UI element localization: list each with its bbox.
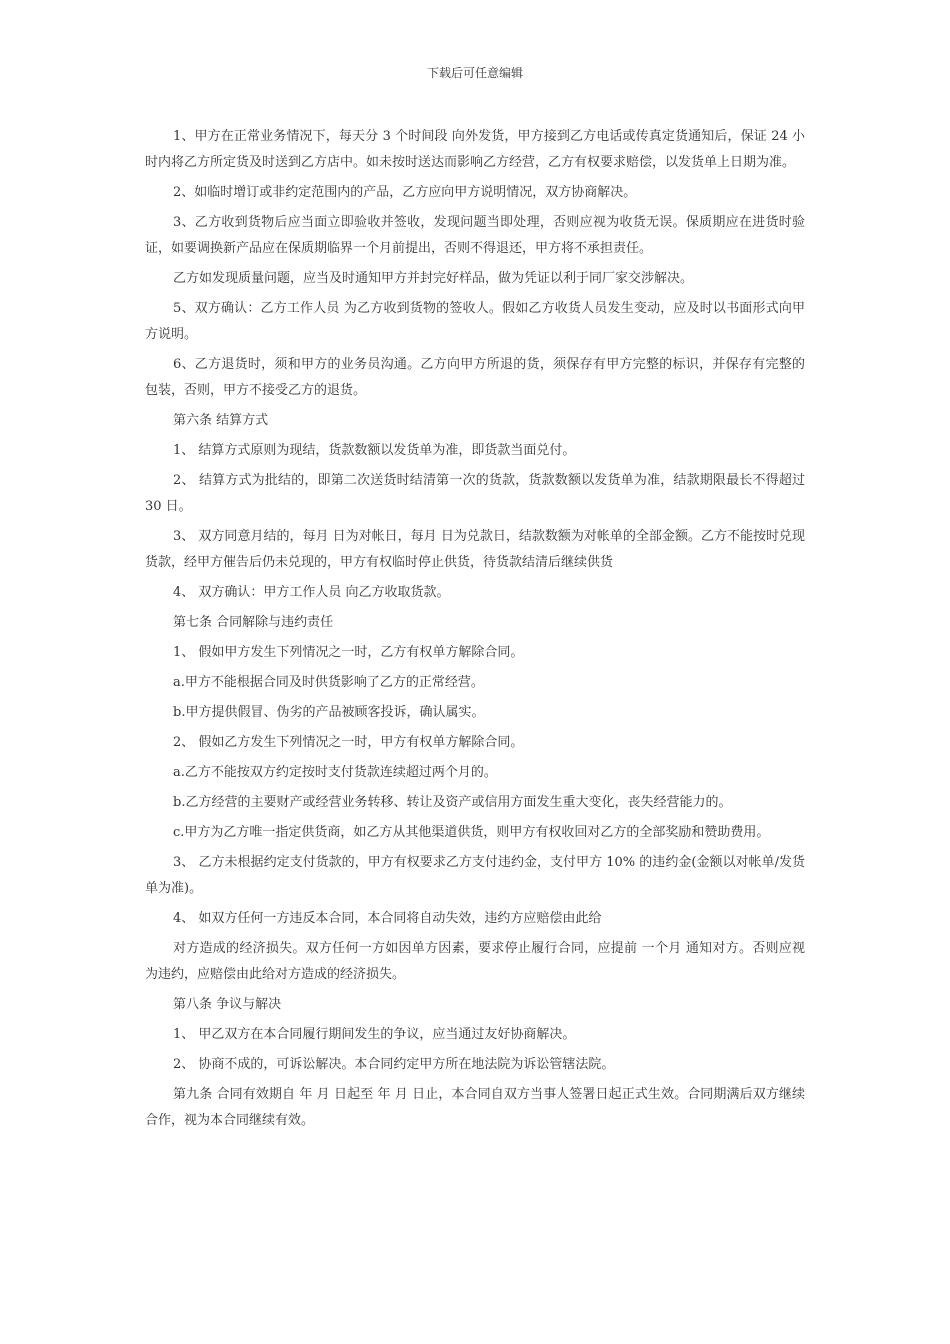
paragraph: 3、 双方同意月结的，每月 日为对帐日，每月 日为兑款日，结款数额为对帐单的全部金额。乙方不能按时兑现货款，经甲方催告后仍未兑现的，甲方有权临时停止供货，待货款结清后继续供货 xyxy=(145,529,805,570)
paragraph: 2、如临时增订或非约定范围内的产品，乙方应向甲方说明情况，双方协商解决。 xyxy=(173,185,637,200)
paragraph: 1、 甲乙双方在本合同履行期间发生的争议，应当通过友好协商解决。 xyxy=(173,1027,576,1042)
paragraph: 6、乙方退货时，须和甲方的业务员沟通。乙方向甲方所退的货，须保存有甲方完整的标识，并保存有完整的包装，否则，甲方不接受乙方的退货。 xyxy=(145,357,805,398)
paragraph: 3、乙方收到货物后应当面立即验收并签收，发现问题当即处理，否则应视为收货无误。保质期应在进货时验证，如要调换新产品应在保质期临界一个月前提出，否则不得退还，甲方将不承担责任。 xyxy=(145,215,805,256)
paragraph: 1、 结算方式原则为现结，货款数额以发货单为准，即货款当面兑付。 xyxy=(173,443,576,458)
paragraph: a.乙方不能按双方约定按时支付货款连续超过两个月的。 xyxy=(173,765,497,780)
paragraph: c.甲方为乙方唯一指定供货商，如乙方从其他渠道供货，则甲方有权收回对乙方的全部奖励和赞助费用。 xyxy=(173,825,770,840)
paragraph: 1、甲方在正常业务情况下，每天分 3 个时间段 向外发货，甲方接到乙方电话或传真定货通知后，保证 24 小时内将乙方所定货及时送到乙方店中。如未按时送达而影响乙方经营，乙方有权要求赔偿，以发货单上日期为准。 xyxy=(145,129,805,170)
paragraph: 1、 假如甲方发生下列情况之一时，乙方有权单方解除合同。 xyxy=(173,645,524,660)
paragraph: 5、双方确认：乙方工作人员 为乙方收到货物的签收人。假如乙方收货人员发生变动，应及时以书面形式向甲方说明。 xyxy=(145,301,805,342)
paragraph: b.乙方经营的主要财产或经营业务转移、转让及资产或信用方面发生重大变化，丧失经营能力的。 xyxy=(173,795,732,810)
paragraph: 2、 假如乙方发生下列情况之一时，甲方有权单方解除合同。 xyxy=(173,735,524,750)
paragraph: 4、 如双方任何一方违反本合同，本合同将自动失效，违约方应赔偿由此给 xyxy=(173,911,602,926)
paragraph: 3、 乙方未根据约定支付货款的，甲方有权要求乙方支付违约金，支付甲方 10% 的违约金(金额以对帐单/发货单为准)。 xyxy=(145,855,805,896)
section-heading: 第六条 结算方式 xyxy=(173,413,269,428)
section-heading: 第七条 合同解除与违约责任 xyxy=(173,615,334,630)
section-heading: 第八条 争议与解决 xyxy=(173,997,282,1012)
paragraph: 4、 双方确认：甲方工作人员 向乙方收取货款。 xyxy=(173,585,450,600)
paragraph: a.甲方不能根据合同及时供货影响了乙方的正常经营。 xyxy=(173,675,484,690)
paragraph: 2、 结算方式为批结的，即第二次送货时结清第一次的货款，货款数额以发货单为准，结款期限最长不得超过 30 日。 xyxy=(145,473,805,514)
page-header: 下载后可任意编辑 xyxy=(426,66,523,80)
document-body xyxy=(145,124,805,1138)
paragraph: 第九条 合同有效期自 年 月 日起至 年 月 日止，本合同自双方当事人签署日起正式生效。合同期满后双方继续合作，视为本合同继续有效。 xyxy=(145,1087,805,1128)
paragraph: 2、 协商不成的，可诉讼解决。本合同约定甲方所在地法院为诉讼管辖法院。 xyxy=(173,1057,615,1072)
paragraph: 乙方如发现质量问题，应当及时通知甲方并封完好样品，做为凭证以利于同厂家交涉解决。 xyxy=(173,271,694,286)
paragraph: b.甲方提供假冒、伪劣的产品被顾客投诉，确认属实。 xyxy=(173,705,485,720)
paragraph: 对方造成的经济损失。双方任何一方如因单方因素，要求停止履行合同，应提前 一个月 通知对方。否则应视为违约，应赔偿由此给对方造成的经济损失。 xyxy=(145,941,805,982)
